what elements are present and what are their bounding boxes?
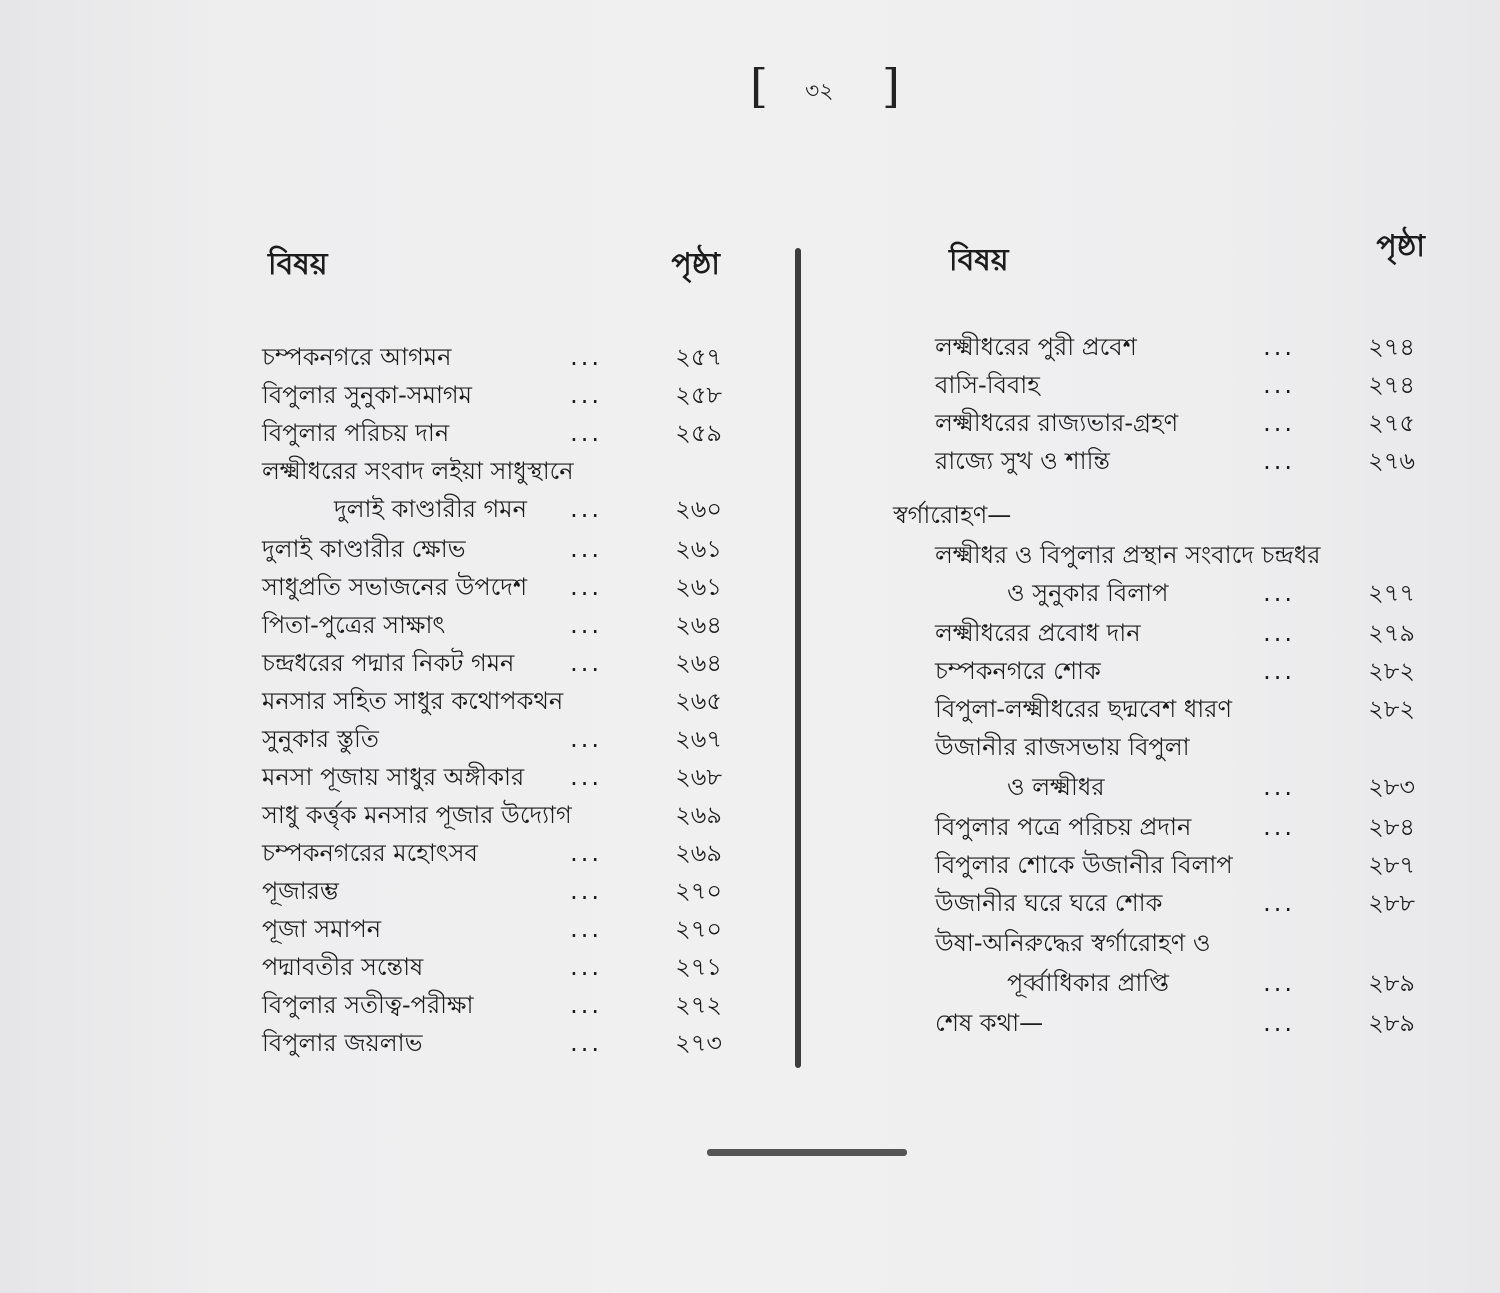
entry-title: শেষ কথা— (935, 1009, 1044, 1037)
toc-entry (935, 1004, 1415, 1042)
page-number-header (750, 59, 910, 113)
entry-title: সাধু কর্ত্তৃক মনসার পূজার উদ্যোগ (262, 801, 572, 829)
entry-title: লক্ষ্মীধর ও বিপুলার প্রস্থান সংবাদে চন্দ্রধর (935, 541, 1321, 569)
entry-leader: ... (570, 419, 602, 447)
entry-page: ২৭৯ (1368, 619, 1415, 647)
entry-title: বিপুলার শোকে উজানীর বিলাপ (935, 851, 1233, 879)
toc-section-heading (893, 496, 1415, 534)
entry-page: ২৭৪ (1368, 371, 1415, 399)
entry-page: ২৭০ (675, 877, 722, 905)
entry-title: পূর্ব্বাধিকার প্রাপ্তি (1007, 969, 1169, 997)
toc-entry (262, 682, 722, 720)
entry-page: ২৬০ (675, 495, 722, 523)
entry-page: ২৮৭ (1368, 851, 1415, 879)
entry-title: দুলাই কাণ্ডারীর ক্ষোভ (262, 535, 466, 563)
toc-entry (935, 846, 1415, 884)
entry-page: ২৭২ (675, 991, 722, 1019)
toc-entry (935, 924, 1415, 962)
entry-title: বিপুলার পরিচয় দান (262, 419, 450, 447)
entry-leader: ... (1263, 657, 1295, 685)
entry-title: রাজ্যে সুখ ও শান্তি (935, 447, 1110, 475)
entry-page: ২৫৭ (675, 343, 722, 371)
page-heading: পৃষ্ঠা (671, 247, 720, 282)
entry-leader: ... (570, 1029, 602, 1057)
entry-page: ২৭৩ (675, 1029, 722, 1057)
toc-entry (935, 884, 1415, 922)
entry-title: বিপুলার পত্রে পরিচয় প্রদান (935, 813, 1192, 841)
toc-entry (262, 758, 722, 796)
entry-page: ২৬৫ (675, 687, 722, 715)
toc-entry (262, 414, 722, 452)
entry-leader: ... (570, 839, 602, 867)
left-bracket: [ (750, 59, 768, 113)
entry-title: পূজারম্ভ (262, 877, 339, 905)
toc-entry (935, 442, 1415, 480)
entry-title: বিপুলার সুনুকা-সমাগম (262, 381, 472, 409)
entry-page: ২৭৫ (1368, 409, 1415, 437)
toc-entry (262, 376, 722, 414)
entry-title: বিপুলার সতীত্ব-পরীক্ষা (262, 991, 474, 1019)
entry-page: ২৮২ (1368, 657, 1415, 685)
toc-entry (935, 728, 1415, 766)
toc-entry-continuation (935, 574, 1415, 612)
entry-title: উজানীর রাজসভায় বিপুলা (935, 733, 1190, 761)
toc-entry (262, 796, 722, 834)
page-number: ৩২ (805, 79, 834, 104)
entry-leader: ... (1263, 333, 1295, 361)
entry-leader: ... (570, 343, 602, 371)
entry-page: ২৭০ (675, 915, 722, 943)
toc-entry (935, 404, 1415, 442)
entry-leader: ... (570, 915, 602, 943)
toc-entry (262, 606, 722, 644)
entry-page: ২৬৯ (675, 839, 722, 867)
entry-title: ও সুনুকার বিলাপ (1007, 579, 1169, 607)
bottom-rule (707, 1149, 907, 1156)
toc-entry (935, 808, 1415, 846)
entry-title: পিতা-পুত্রের সাক্ষাৎ (262, 611, 446, 639)
toc-entry (262, 568, 722, 606)
entry-title: সুনুকার স্তুতি (262, 725, 379, 753)
entry-leader: ... (1263, 889, 1295, 917)
toc-entry (262, 338, 722, 376)
entry-title: দুলাই কাণ্ডারীর গমন (334, 495, 527, 523)
entry-title: সাধুপ্রতি সভাজনের উপদেশ (262, 573, 528, 601)
entry-title: বিপুলার জয়লাভ (262, 1029, 423, 1057)
entry-page: ২৬৪ (675, 649, 722, 677)
entry-title: লক্ষ্মীধরের পুরী প্রবেশ (935, 333, 1137, 361)
toc-entry-continuation (935, 768, 1415, 806)
toc-entry (262, 986, 722, 1024)
toc-entry (262, 452, 722, 490)
toc-entry (262, 834, 722, 872)
entry-page: ২৬৭ (675, 725, 722, 753)
entry-title: উজানীর ঘরে ঘরে শোক (935, 889, 1163, 917)
entry-page: ২৮৪ (1368, 813, 1415, 841)
entry-page: ২৭৪ (1368, 333, 1415, 361)
entry-page: ২৮২ (1368, 695, 1415, 723)
entry-page: ২৭১ (675, 953, 722, 981)
entry-page: ২৬১ (675, 573, 722, 601)
toc-entry (262, 872, 722, 910)
entry-title: চম্পকনগরে শোক (935, 657, 1101, 685)
toc-entry (262, 720, 722, 758)
toc-entry (262, 948, 722, 986)
entry-leader: ... (570, 763, 602, 791)
entry-title: পদ্মাবতীর সন্তোষ (262, 953, 424, 981)
entry-page: ২৬৮ (675, 763, 722, 791)
entry-leader: ... (570, 573, 602, 601)
entry-page: ২৫৯ (675, 419, 722, 447)
entry-leader: ... (570, 725, 602, 753)
toc-entry (935, 614, 1415, 652)
entry-leader: ... (570, 611, 602, 639)
entry-leader: ... (1263, 773, 1295, 801)
entry-title: ও লক্ষ্মীধর (1007, 773, 1105, 801)
toc-entry (935, 690, 1415, 728)
entry-leader: ... (570, 495, 602, 523)
entry-page: ২৬১ (675, 535, 722, 563)
entry-title: লক্ষ্মীধরের রাজ্যভার-গ্রহণ (935, 409, 1179, 437)
toc-left-column (262, 240, 722, 1057)
entry-leader: ... (570, 535, 602, 563)
entry-leader: ... (570, 381, 602, 409)
entry-page: ২৭৭ (1368, 579, 1415, 607)
toc-entry (935, 536, 1415, 574)
entry-page: ২৮৯ (1368, 1009, 1415, 1037)
entry-title: পূজা সমাপন (262, 915, 382, 943)
entry-page: ২৮৯ (1368, 969, 1415, 997)
entry-leader: ... (1263, 619, 1295, 647)
entry-title: উষা-অনিরুদ্ধের স্বর্গারোহণ ও (935, 929, 1211, 957)
entry-title: চন্দ্রধরের পদ্মার নিকট গমন (262, 649, 515, 677)
entry-leader: ... (1263, 409, 1295, 437)
entry-title: বাসি-বিবাহ (935, 371, 1040, 399)
toc-right-column (893, 228, 1425, 1037)
toc-entry (262, 910, 722, 948)
entry-title: চম্পকনগরের মহোৎসব (262, 839, 478, 867)
entry-leader: ... (1263, 813, 1295, 841)
entry-page: ২৬৯ (675, 801, 722, 829)
entry-page: ২৮৮ (1368, 889, 1415, 917)
entry-leader: ... (1263, 371, 1295, 399)
entry-page: ২৫৮ (675, 381, 722, 409)
entry-page: ২৮৩ (1368, 773, 1415, 801)
toc-entry (935, 328, 1415, 366)
entry-title: মনসা পূজায় সাধুর অঙ্গীকার (262, 763, 525, 791)
toc-entry (262, 644, 722, 682)
entry-leader: ... (570, 649, 602, 677)
subject-heading: বিষয় (949, 243, 1009, 278)
toc-entry-continuation (262, 490, 722, 528)
subject-heading: বিষয় (268, 247, 328, 282)
toc-entry-continuation (935, 964, 1415, 1002)
entry-page: ২৬৪ (675, 611, 722, 639)
entry-title: লক্ষ্মীধরের সংবাদ লইয়া সাধুস্থানে (262, 457, 574, 485)
entry-title: বিপুলা-লক্ষ্মীধরের ছদ্মবেশ ধারণ (935, 695, 1232, 723)
toc-entry (262, 530, 722, 568)
toc-entry (935, 366, 1415, 404)
entry-leader: ... (1263, 447, 1295, 475)
entry-leader: ... (1263, 969, 1295, 997)
entry-title: চম্পকনগরে আগমন (262, 343, 452, 371)
toc-entry (262, 1024, 722, 1062)
entry-leader: ... (1263, 579, 1295, 607)
entry-leader: ... (570, 953, 602, 981)
entry-leader: ... (1263, 1009, 1295, 1037)
column-divider (795, 248, 801, 1068)
right-bracket: ] (882, 59, 900, 113)
entry-title: লক্ষ্মীধরের প্রবোধ দান (935, 619, 1141, 647)
page-heading: পৃষ্ঠা (1376, 229, 1425, 264)
entry-leader: ... (570, 991, 602, 1019)
toc-entry (935, 652, 1415, 690)
entry-title: মনসার সহিত সাধুর কথোপকথন (262, 687, 564, 715)
column-header (935, 228, 1425, 298)
entry-leader: ... (570, 877, 602, 905)
section-title: স্বর্গারোহণ— (893, 501, 1012, 529)
entry-page: ২৭৬ (1368, 447, 1415, 475)
column-header (262, 240, 722, 310)
